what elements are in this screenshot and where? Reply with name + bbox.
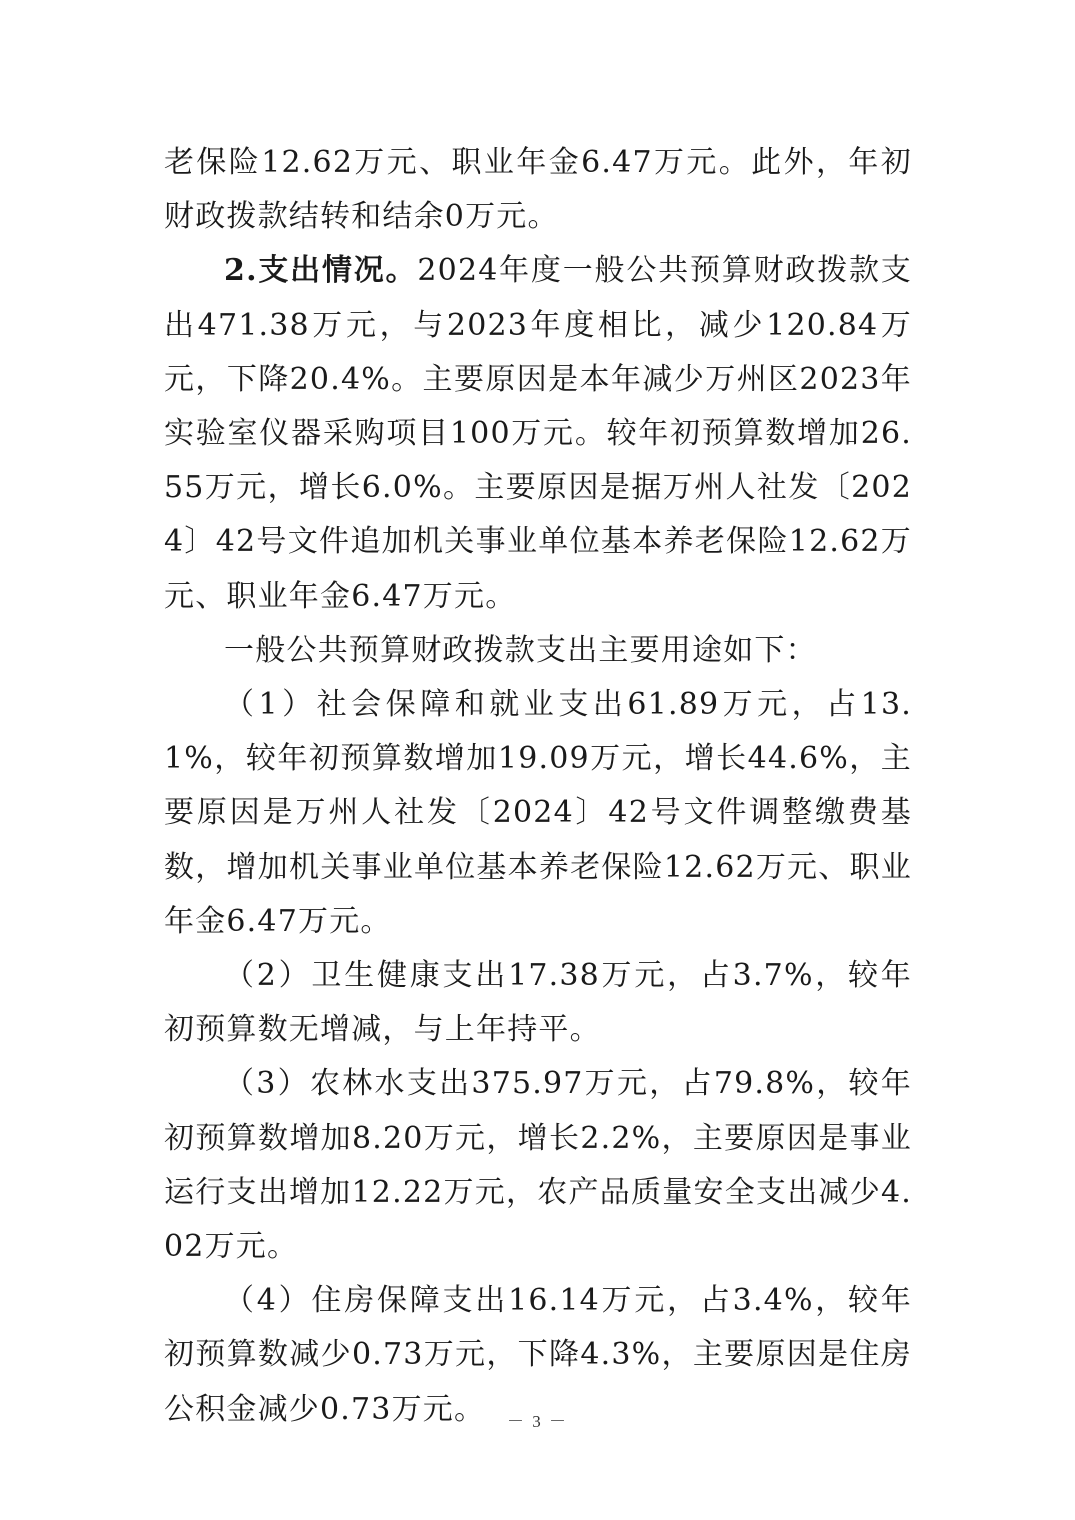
page-number: － 3 － [507,1412,568,1431]
section-heading: 2.支出情况。 [224,253,418,289]
paragraph-text: （4）住房保障支出16.14万元，占3.4%，较年初预算数减少0.73万元，下降4.3%，主要原因是住房公积金减少0.73万元。 [164,1283,912,1427]
paragraph-text: 2024年度一般公共预算财政拨款支出471.38万元，与2023年度相比，减少120.84万元，下降20.4%。主要原因是本年减少万州区2023年实验室仪器采购项目100万元。较年初预算数增加26.55万元，增长6.0%。主要原因是据万州人社发〔2024〕42号文件追加机关事业单位基本养老保险12.62万元、职业年金6.47万元。 [164,253,913,614]
paragraph-text: （2）卫生健康支出17.38万元，占3.7%，较年初预算数无增减，与上年持平。 [164,958,912,1048]
paragraph-text: 一般公共预算财政拨款支出主要用途如下： [224,632,817,668]
paragraph-text: 老保险12.62万元、职业年金6.47万元。此外，年初财政拨款结转和结余0万元。 [164,145,912,235]
document-body [164,136,912,1437]
paragraph-text: （1）社会保障和就业支出61.89万元，占13.1%，较年初预算数增加19.09万元，增长44.6%，主要原因是万州人社发〔2024〕42号文件调整缴费基数，增加机关事业单位基本养老保险12.62万元、职业年金6.47万元。 [164,687,912,939]
paragraph-income-continuation [164,136,912,244]
paragraph-item-health [164,949,912,1057]
paragraph-item-social-security [164,678,912,949]
paragraph-text: （3）农林水支出375.97万元，占79.8%，较年初预算数增加8.20万元，增长2.2%，主要原因是事业运行支出增加12.22万元，农产品质量安全支出减少4.02万元。 [164,1066,912,1265]
paragraph-usage-intro [164,624,912,678]
paragraph-expenditure-summary [164,244,912,623]
paragraph-item-agriculture [164,1057,912,1274]
